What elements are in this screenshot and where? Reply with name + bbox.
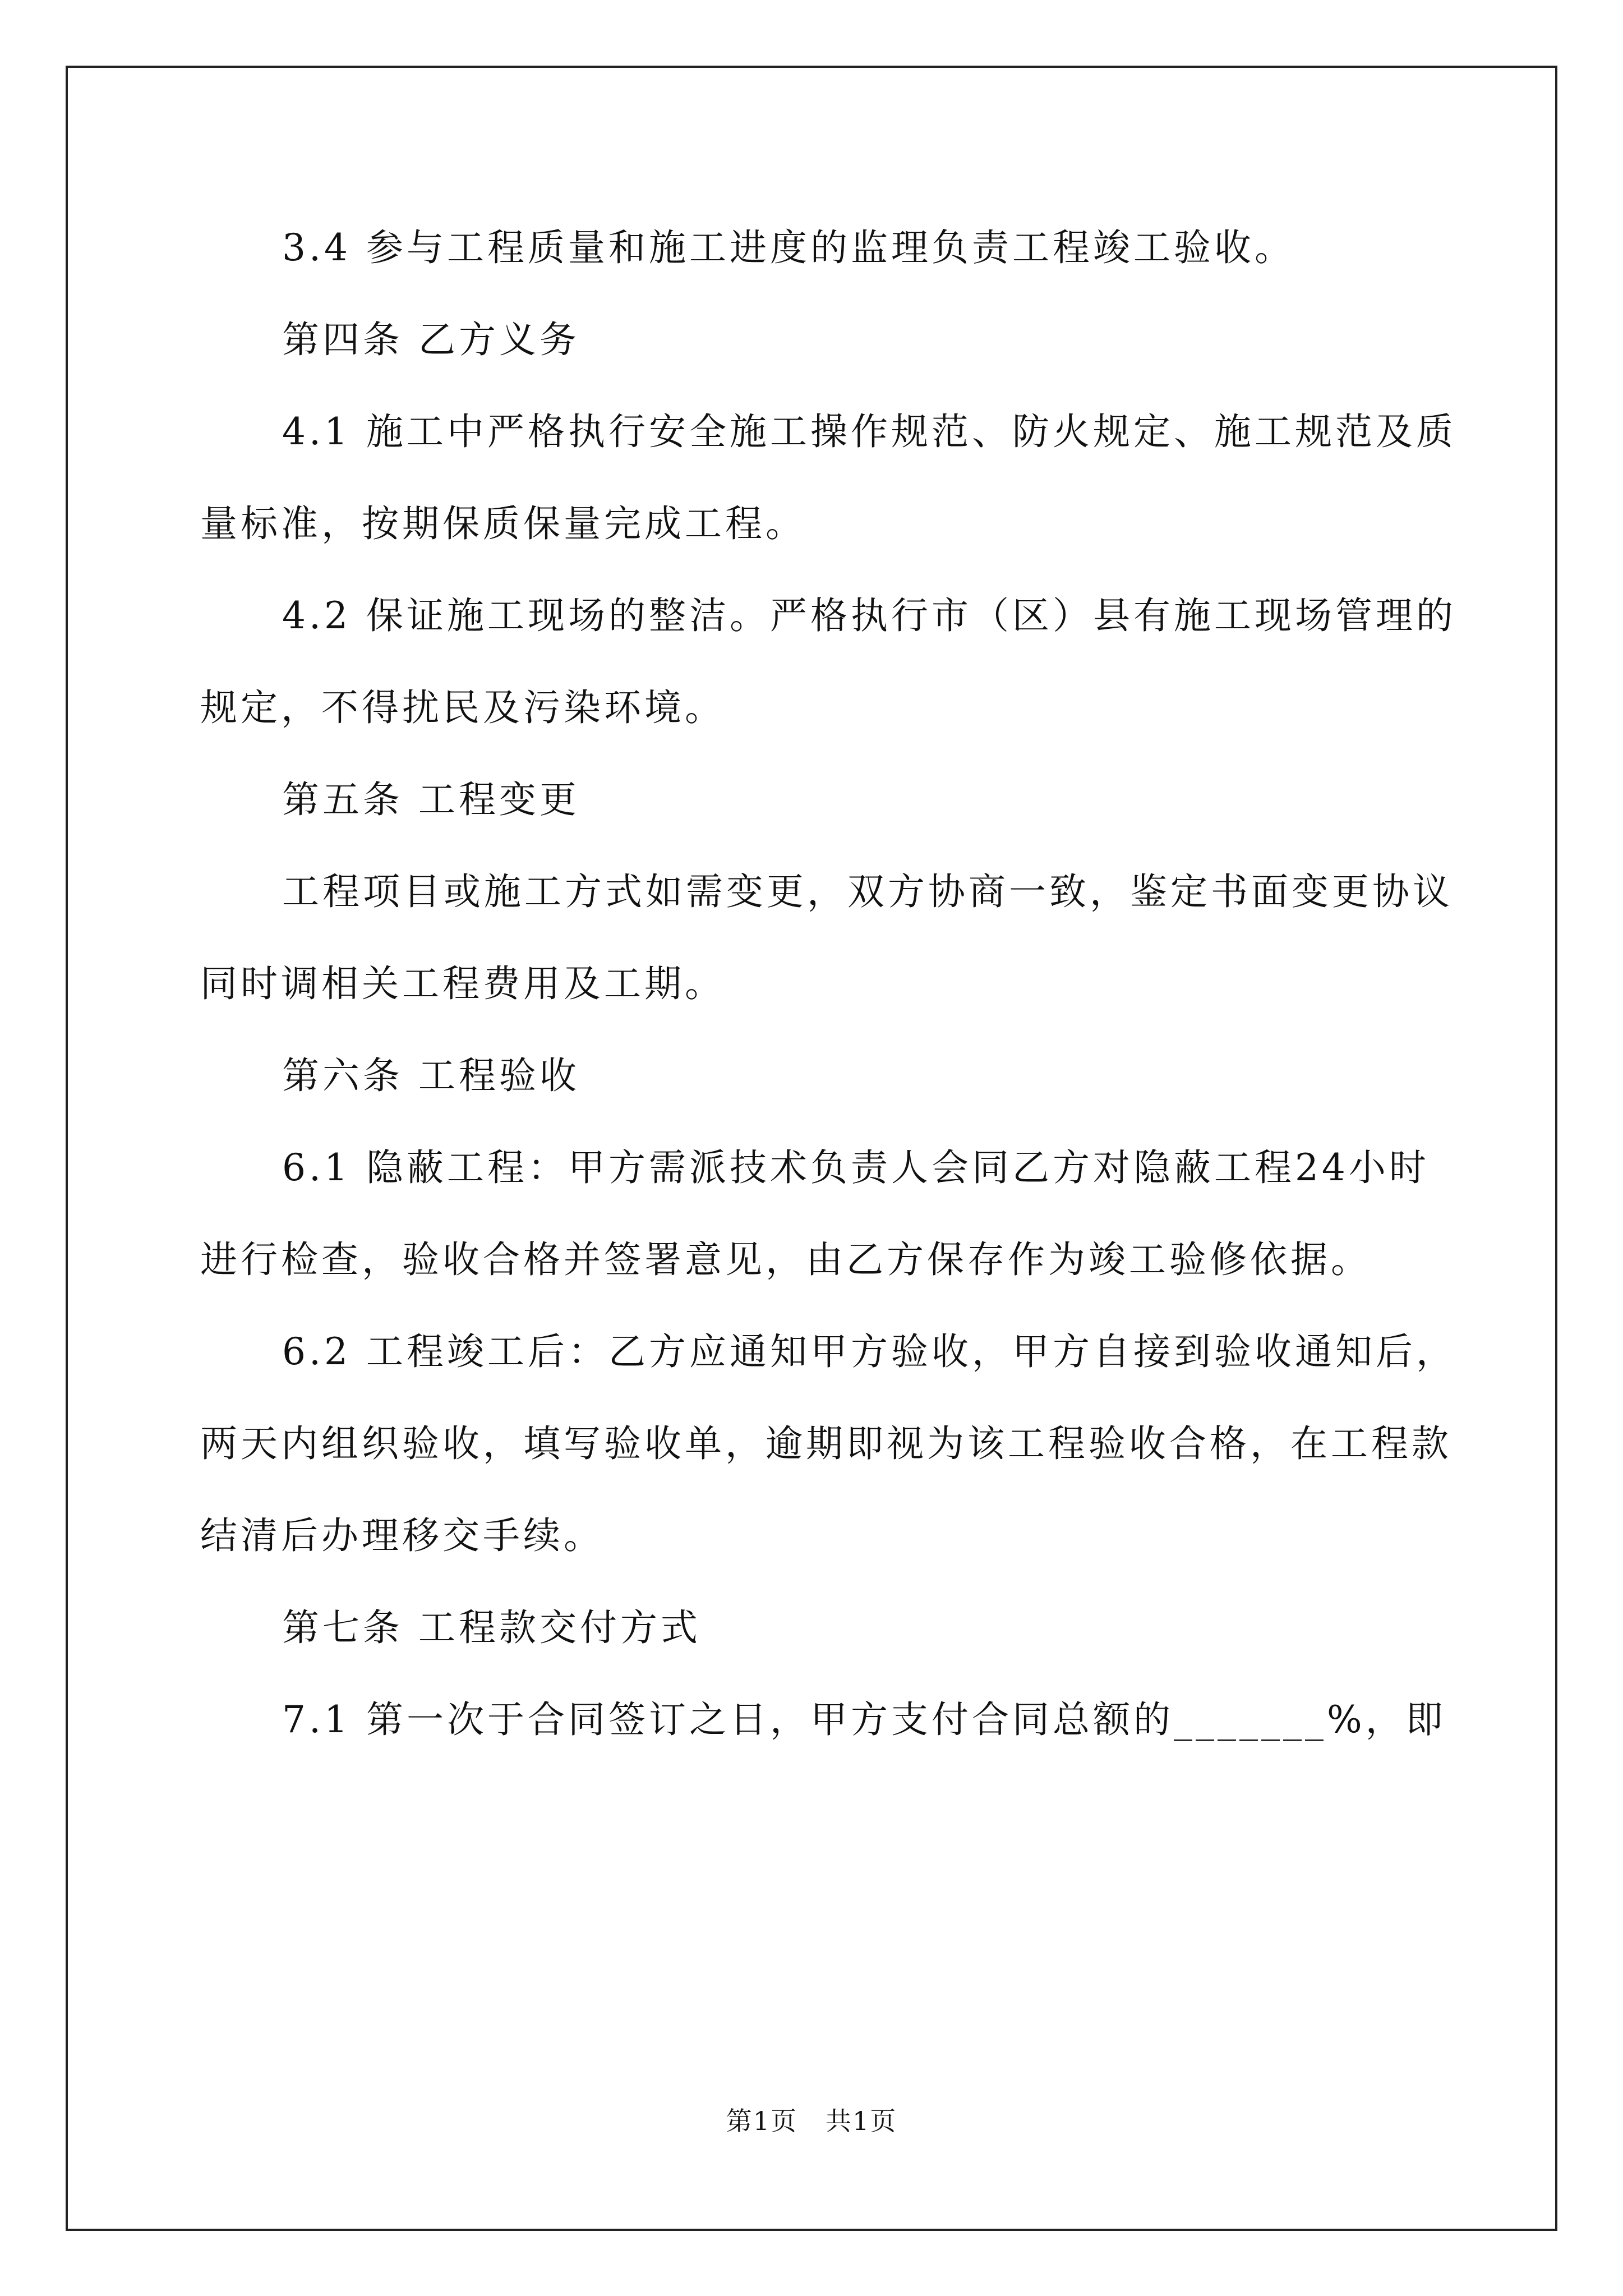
clause-3-4: 3.4 参与工程质量和施工进度的监理负责工程竣工验收。	[282, 226, 1295, 269]
clause-4-2: 4.2 保证施工现场的整洁。严格执行市（区）县有施工现场管理的规定，不得扰民及污染环境。	[200, 594, 1456, 729]
clause-6-2: 6.2 工程竣工后：乙方应通知甲方验收，甲方自接到验收通知后，两天内组织验收，填写验收单，逾期即视为该工程验收合格，在工程款结清后办理移交手续。	[200, 1330, 1456, 1557]
page-total: 共1页	[826, 2106, 897, 2136]
article-4-heading: 第四条 乙方义务	[282, 318, 580, 361]
page-number: 第1页	[726, 2106, 797, 2136]
clause-7-1: 7.1 第一次于合同签订之日，甲方支付合同总额的_______%，即	[282, 1698, 1446, 1741]
article-5-body: 工程项目或施工方式如需变更，双方协商一致，鉴定书面变更协议同时调相关工程费用及工期。	[200, 870, 1453, 1005]
article-5-heading: 第五条 工程变更	[282, 778, 580, 821]
clause-4-1: 4.1 施工中严格执行安全施工操作规范、防火规定、施工规范及质量标准，按期保质保量完成工程。	[200, 410, 1456, 545]
article-6-heading: 第六条 工程验收	[282, 1054, 580, 1097]
clause-6-1: 6.1 隐蔽工程：甲方需派技术负责人会同乙方对隐蔽工程24小时进行检查，验收合格并签署意见，由乙方保存作为竣工验修依据。	[200, 1146, 1430, 1281]
article-7-heading: 第七条 工程款交付方式	[282, 1606, 701, 1649]
page-footer	[0, 2101, 1623, 2138]
document-body	[200, 202, 1456, 1766]
